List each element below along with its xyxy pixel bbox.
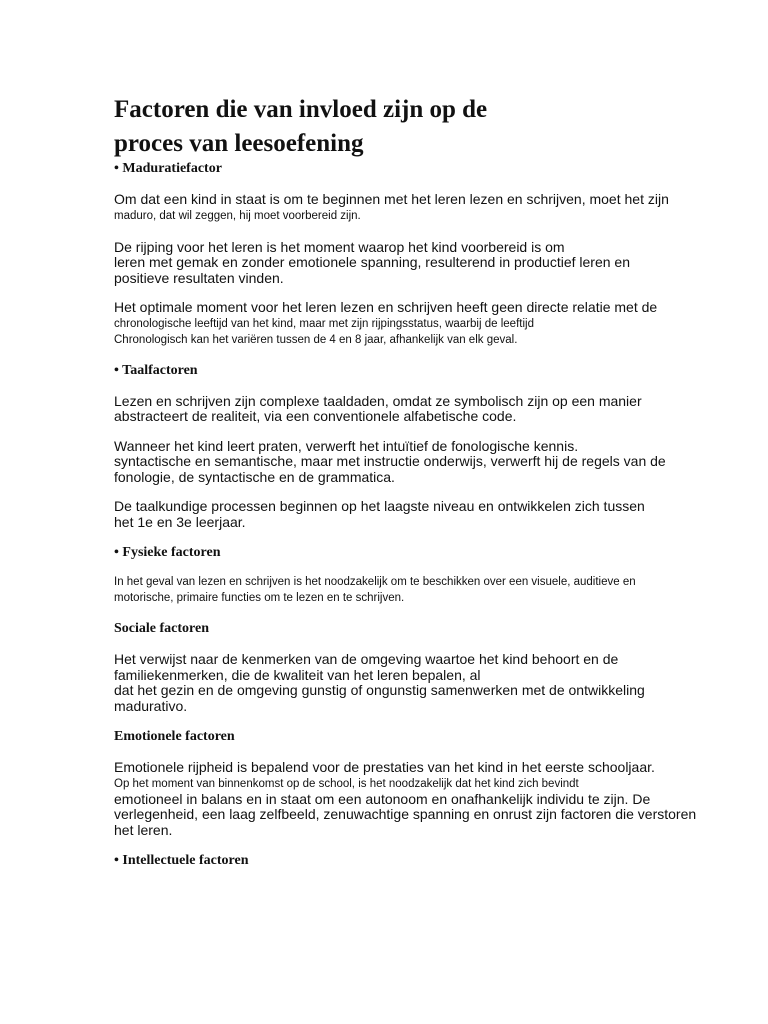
section-heading-sociale-factoren: Sociale factoren bbox=[114, 621, 209, 636]
text-line: maduro, dat wil zeggen, hij moet voorbereid zijn. bbox=[114, 209, 361, 222]
text-line: Op het moment van binnenkomst op de school, is het noodzakelijk dat het kind zich bevindt bbox=[114, 777, 579, 790]
document-title-line-1: Factoren die van invloed zijn op de bbox=[114, 96, 488, 123]
text-line: De rijping voor het leren is het moment waarop het kind voorbereid is om bbox=[114, 238, 565, 255]
section-heading-intellectuele-factoren: • Intellectuele factoren bbox=[114, 853, 249, 868]
paragraph bbox=[114, 499, 714, 530]
section-heading-emotionele-factoren: Emotionele factoren bbox=[114, 729, 235, 744]
text-line: Emotionele rijpheid is bepalend voor de prestaties van het kind in het eerste schooljaar. bbox=[114, 759, 655, 775]
text-line: Het optimale moment voor het leren lezen en schrijven heeft geen directe relatie met de bbox=[114, 299, 658, 315]
text-line: dat het gezin en de omgeving gunstig of ongunstig samenwerken met de ontwikkeling bbox=[114, 682, 645, 698]
text-line: Het verwijst naar de kenmerken van de omgeving waartoe het kind behoort en de bbox=[114, 651, 619, 667]
text-line: abstracteert de realiteit, via een conventionele alfabetische code. bbox=[114, 408, 517, 424]
paragraph bbox=[114, 439, 714, 486]
paragraph bbox=[114, 394, 714, 425]
text-line: In het geval van lezen en schrijven is het noodzakelijk om te beschikken over een visuele, auditieve en bbox=[114, 576, 636, 588]
text-line: Om dat een kind in staat is om te beginnen met het leren lezen en schrijven, moet het zijn bbox=[114, 191, 669, 207]
text-line: leren met gemak en zonder emotionele spanning, resulterend in productief leren en bbox=[114, 254, 630, 270]
section-heading-fysieke-factoren: • Fysieke factoren bbox=[114, 545, 221, 560]
document-title-line-2: proces van leesoefening bbox=[114, 130, 364, 157]
text-line: madurativo. bbox=[114, 697, 188, 714]
text-line: emotioneel in balans en in staat om een autonoom en onafhankelijk individu te zijn. De bbox=[114, 790, 651, 807]
text-line: positieve resultaten vinden. bbox=[114, 269, 284, 286]
paragraph bbox=[114, 760, 714, 838]
paragraph bbox=[114, 300, 714, 348]
paragraph bbox=[114, 192, 714, 224]
text-line: Wanneer het kind leert praten, verwerft het intuïtief de fonologische kennis. bbox=[114, 437, 579, 454]
text-line: chronologische leeftijd van het kind, maar met zijn rijpingsstatus, waarbij de leeftijd bbox=[114, 317, 534, 330]
text-line: motorische, primaire functies om te lezen en te schrijven. bbox=[114, 592, 405, 604]
text-line: syntactische en semantische, maar met instructie onderwijs, verwerft hij de regels van de bbox=[114, 453, 666, 469]
text-line: De taalkundige processen beginnen op het laagste niveau en ontwikkelen zich tussen bbox=[114, 498, 645, 514]
section-heading-taalfactoren: • Taalfactoren bbox=[114, 362, 198, 378]
text-line: fonologie, de syntactische en de grammatica. bbox=[114, 468, 395, 485]
text-line: het 1e en 3e leerjaar. bbox=[114, 513, 246, 530]
paragraph bbox=[114, 240, 714, 287]
text-line: het leren. bbox=[114, 821, 173, 838]
text-line: Chronologisch kan het variëren tussen de 4 en 8 jaar, afhankelijk van elk geval. bbox=[114, 333, 518, 346]
text-line: Lezen en schrijven zijn complexe taaldaden, omdat ze symbolisch zijn op een manier bbox=[114, 392, 642, 409]
text-line: verlegenheid, een laag zelfbeeld, zenuwachtige spanning en onrust zijn factoren die verstoren bbox=[114, 806, 697, 822]
text-line: familiekenmerken, die de kwaliteit van het leren bepalen, al bbox=[114, 666, 481, 683]
section-heading-maduratiefactor: • Maduratiefactor bbox=[114, 161, 222, 176]
paragraph bbox=[114, 652, 714, 714]
document-content bbox=[114, 96, 714, 870]
paragraph bbox=[114, 574, 714, 606]
